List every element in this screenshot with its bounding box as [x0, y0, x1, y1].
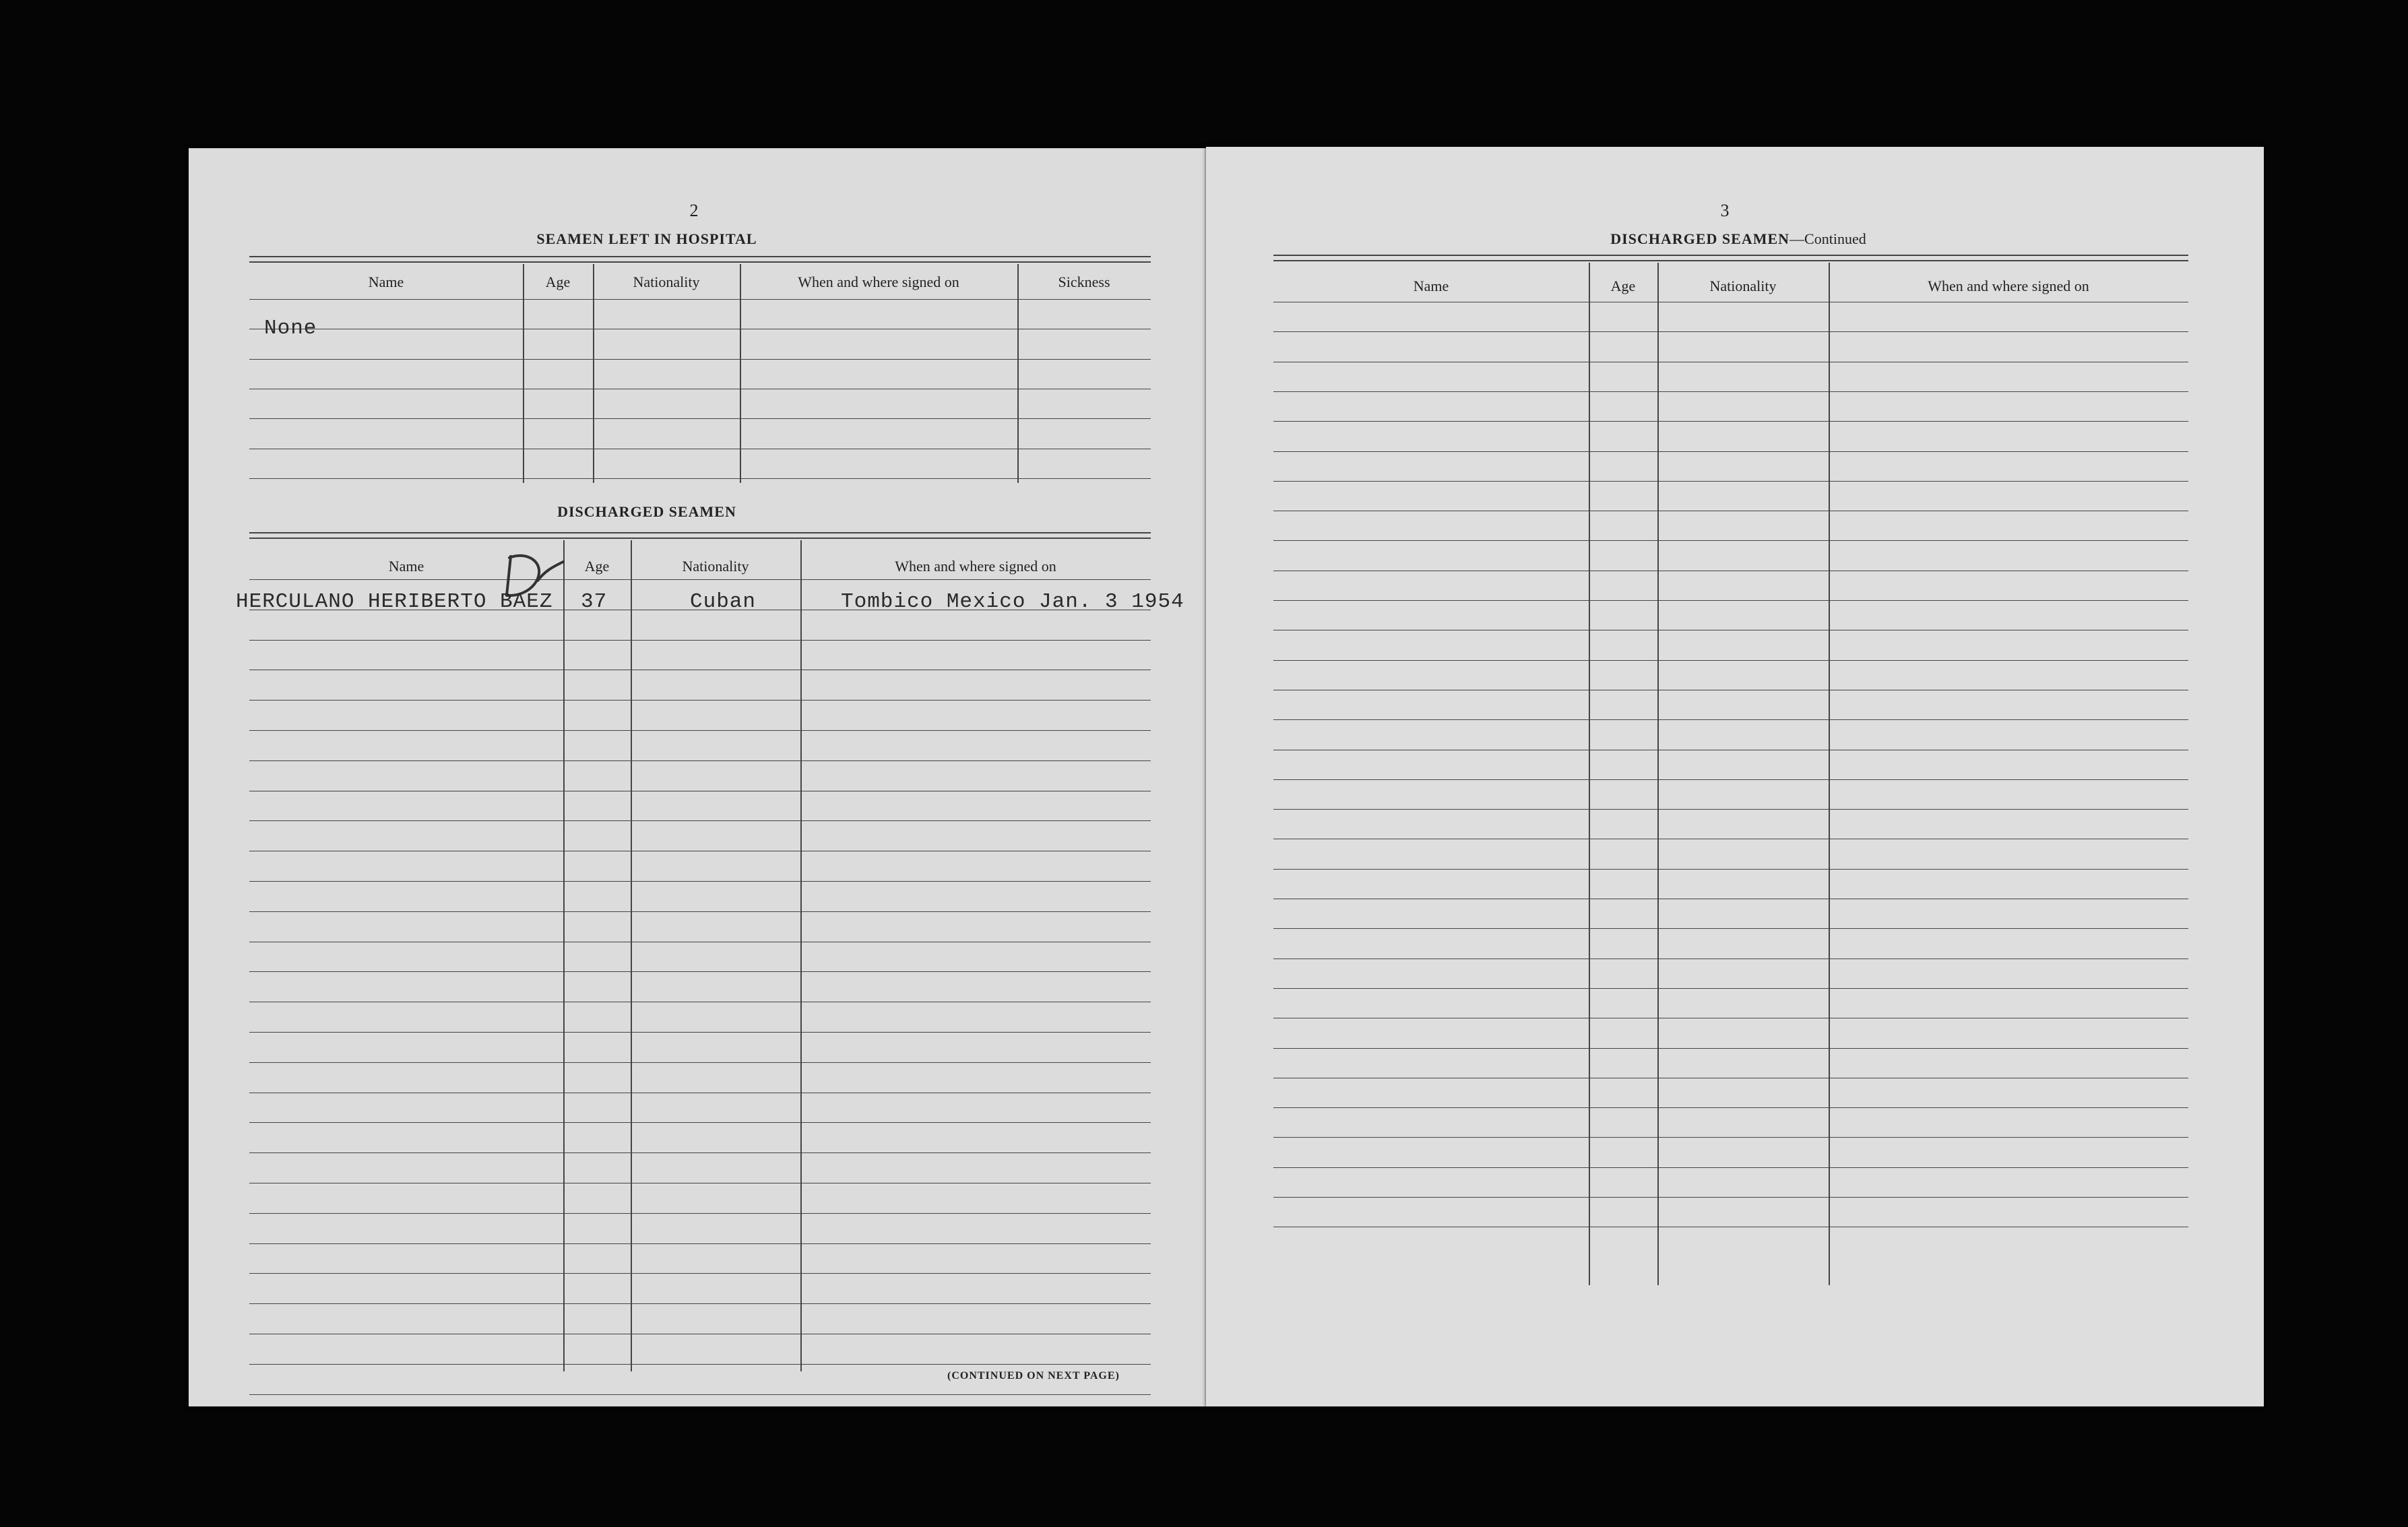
column-header-age: Age [545, 273, 571, 290]
left-page [189, 148, 1213, 1406]
ledger-rule-line [249, 1122, 1151, 1123]
ledger-rule-line [1273, 779, 2188, 780]
column-header-age: Age [1610, 278, 1636, 294]
ledger-rule-line [1273, 481, 2188, 482]
ledger-rule-line [249, 640, 1151, 641]
ledger-rule-line [249, 1243, 1151, 1244]
ledger-rule-line [1273, 1167, 2188, 1168]
column-header-signed-on: When and where signed on [1928, 278, 2089, 294]
column-header-age: Age [584, 558, 610, 575]
ledger-rule-line [249, 1213, 1151, 1214]
ledger-rule-line [1273, 988, 2188, 989]
ledger-rule-line [1273, 809, 2188, 810]
ledger-rule-line [249, 579, 1151, 580]
ledger-rule-line [1273, 1048, 2188, 1049]
ledger-rule-line [1273, 1107, 2188, 1108]
ledger-rule-line [249, 820, 1151, 821]
column-header-name: Name [1413, 278, 1449, 294]
ledger-rule-line [249, 1032, 1151, 1033]
discharged-section-title: DISCHARGED SEAMEN [557, 503, 736, 520]
discharged-table [249, 532, 1151, 1516]
column-header-name: Name [388, 558, 424, 575]
ledger-rule-line [1273, 869, 2188, 870]
ledger-rule-line [1273, 451, 2188, 452]
ledger-rule-line [249, 1273, 1151, 1274]
hospital-section-title: SEAMEN LEFT IN HOSPITAL [536, 230, 757, 247]
column-header-nationality: Nationality [1709, 278, 1777, 294]
ledger-rule-line [1273, 421, 2188, 422]
ledger-rule-line [1273, 600, 2188, 601]
continued-footer: (CONTINUED ON NEXT PAGE) [947, 1370, 1120, 1382]
ledger-rule-line [249, 1062, 1151, 1063]
ledger-rule-line [249, 1394, 1151, 1395]
ledger-rule-line [249, 911, 1151, 912]
ledger-rule-line [1273, 331, 2188, 332]
hospital-entry-none: None [264, 317, 317, 340]
ledger-rule-line [1273, 391, 2188, 392]
discharged-row-signed-on: Tombico Mexico Jan. 3 1954 [841, 590, 1184, 614]
column-header-sickness: Sickness [1058, 273, 1110, 290]
ledger-rule-line [1273, 540, 2188, 541]
ledger-rule-line [249, 881, 1151, 882]
column-header-signed-on: When and where signed on [895, 558, 1056, 575]
discharged-row-name: HERCULANO HERIBERTO BAEZ [236, 590, 553, 614]
column-header-name: Name [368, 273, 404, 290]
discharged-continued-title [1556, 230, 1920, 248]
right-page [1206, 147, 2264, 1406]
ledger-rule-line [249, 1152, 1151, 1153]
ledger-rule-line [249, 700, 1151, 701]
column-header-nationality: Nationality [633, 273, 700, 290]
ledger-rule-line [1273, 1197, 2188, 1198]
discharged-row-nationality: Cuban [690, 590, 757, 614]
ledger-rule-line [1273, 660, 2188, 661]
ledger-rule-line [249, 1303, 1151, 1304]
ledger-rule-line [1273, 719, 2188, 720]
discharged-row-age: 37 [581, 590, 608, 614]
title-suffix: —Continued [1789, 230, 1866, 247]
column-header-nationality: Nationality [682, 558, 749, 575]
ledger-rule-line [249, 971, 1151, 972]
page-number: 2 [689, 201, 699, 220]
discharged-continued-table [1273, 255, 2188, 1359]
ledger-rule-line [249, 730, 1151, 731]
title-main: DISCHARGED SEAMEN [1610, 230, 1790, 247]
ledger-rule-line [1273, 928, 2188, 929]
column-header-signed-on: When and where signed on [798, 273, 959, 290]
page-number: 3 [1720, 201, 1730, 220]
ledger-rule-line [249, 760, 1151, 761]
ledger-rule-line [249, 1364, 1151, 1365]
ledger-rule-line [1273, 1137, 2188, 1138]
